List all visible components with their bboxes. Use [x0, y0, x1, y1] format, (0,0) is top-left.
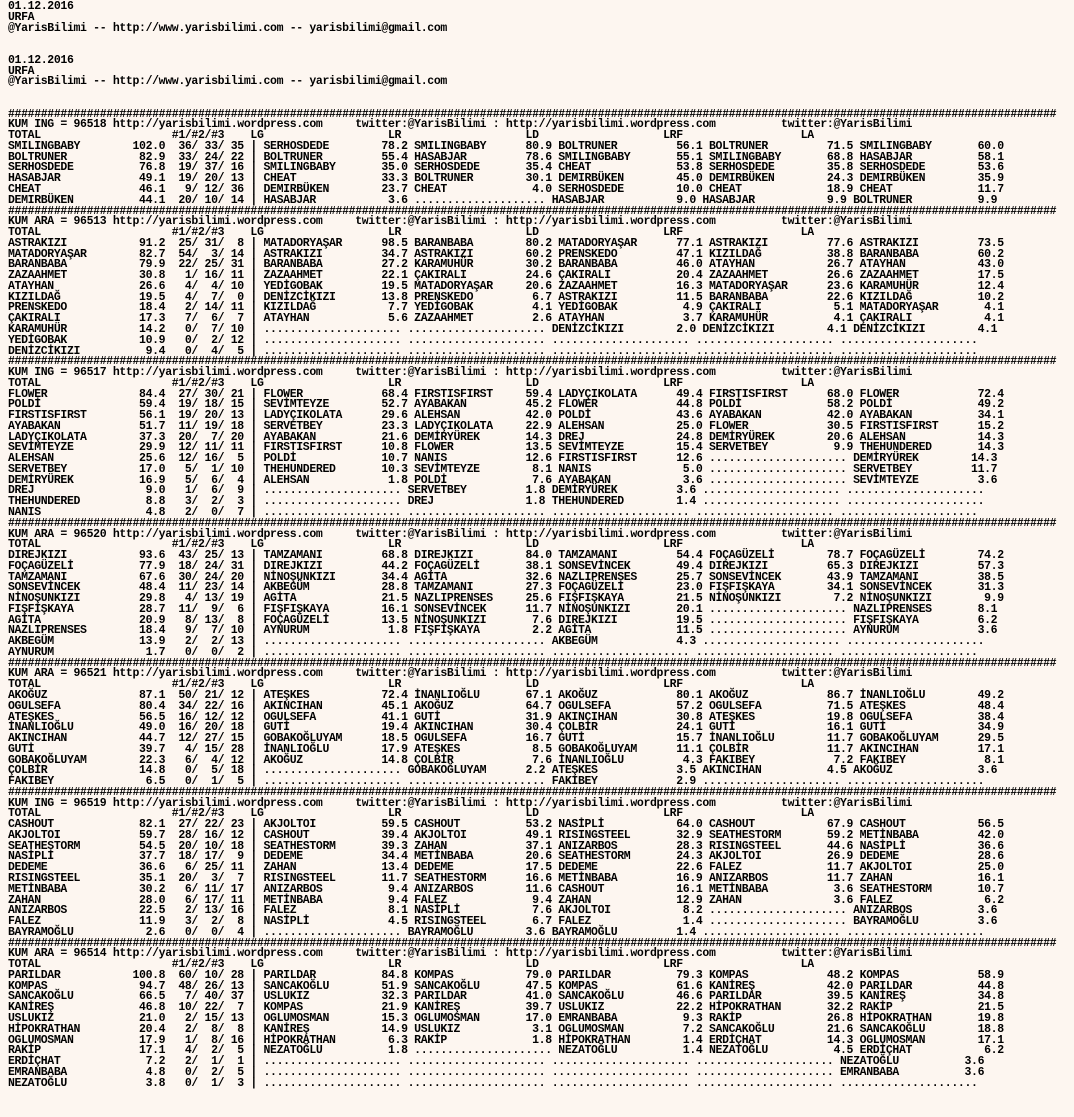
header-line: URFA — [8, 10, 35, 24]
horse-row: AKBEGÜM 13.9 2/ 2/ 13 | ..................... ..................... AKBEGÜM 4.3 ..................... ..................... — [8, 635, 985, 649]
horse-row: DREJ 9.0 1/ 6/ 9 | ..................... SERVETBEY 1.8 DEMİRYÜREK 3.6 ..................... ..................... — [8, 484, 985, 498]
horse-row: METİNBABA 30.2 6/ 11/ 17 | ANIZARBOS 9.4 ANIZARBOS 11.6 CASHOUT 16.1 METİNBABA 3.6 SEATHESTORM 10.7 — [8, 882, 1004, 896]
horse-row: NANIS 4.8 2/ 0/ 7 | ..................... ..................... ..................... ..................... ..................... — [8, 505, 978, 519]
separator-line: ################################################################################################################################################################ — [8, 516, 1057, 530]
horse-row: KOMPAS 94.7 48/ 26/ 13 | SANCAKOĞLU 51.9 SANCAKOĞLU 47.5 KOMPAS 61.6 KANİREŞ 42.0 PARILDAR 44.8 — [8, 979, 1004, 993]
header-line — [8, 88, 1074, 99]
horse-row: FOÇAGÜZELİ 77.9 18/ 24/ 31 | DIREJKIZI 44.2 FOÇAGÜZELİ 38.1 SONSEVİNCEK 49.4 DIREJKIZI 65.3 DIREJKIZI 57.3 — [8, 559, 1004, 573]
horse-row: EMRANBABA 4.8 0/ 2/ 5 | ..................... ..................... ..................... ..................... EMRANBABA 3.6 — [8, 1065, 985, 1079]
horse-row: SERVETBEY 17.0 5/ 1/ 10 | THEHUNDERED 10.3 SEVİMTEYZE 8.1 NANIS 5.0 ..................... SERVETBEY 11.7 — [8, 462, 998, 476]
horse-row: AKOĞUZ 87.1 50/ 21/ 12 | ATEŞKES 72.4 İNANLIOĞLU 67.1 AKOĞUZ 80.1 AKOĞUZ 86.7 İNANLIOĞLU 49.2 — [8, 689, 1004, 702]
horse-row: ZAHAN 28.0 6/ 17/ 11 | METİNBABA 9.4 FALEZ 9.4 ZAHAN 12.9 ZAHAN 3.6 FALEZ 6.2 — [8, 893, 1004, 907]
horse-row: GOBAKOĞLUYAM 22.3 6/ 4/ 12 | AKOĞUZ 14.8 ÇOLBİR 7.6 İNANLIOĞLU 4.3 FAKIBEY 7.2 FAKIBEY 8.1 — [8, 753, 1004, 767]
horse-row: SONSEVİNCEK 48.4 11/ 23/ 14 | AKBEGÜM 28.8 TAMZAMANI 27.3 FOÇAGÜZELİ 23.0 FIŞFIŞKAYA 34.1 SONSEVİNCEK 31.3 — [8, 581, 1004, 595]
horse-row: PRENSKEDO 18.4 2/ 14/ 11 | KIZILDAĞ 7.7 YEDİGOBAK 4.1 YEDİGOBAK 4.9 ÇAKIRALI 5.1 MATADORYAŞAR 4.1 — [8, 301, 1004, 315]
horse-row: PARILDAR 100.8 60/ 10/ 28 | PARILDAR 84.8 KOMPAS 79.0 PARILDAR 79.3 KOMPAS 48.2 KOMPAS 58.9 — [8, 968, 1004, 982]
horse-row: YEDİGOBAK 10.9 0/ 2/ 12 | ..................... ..................... ..................... ..................... ..................... — [8, 333, 978, 347]
horse-row: DEMİRYÜREK 16.9 5/ 6/ 4 | ALEHSAN 1.8 POLDİ 7.6 AYABAKAN 3.6 ..................... SEVİMTEYZE 3.6 — [8, 473, 998, 487]
horse-row: CHEAT 46.1 9/ 12/ 36 | DEMIRBÜKEN 23.7 CHEAT 4.0 SERHOSDEDE 10.0 CHEAT 18.9 CHEAT 11.7 — [8, 183, 1004, 197]
column-header-line: TOTAL #1/#2/#3 LG LR LD LRF LA — [8, 678, 814, 692]
separator-line: ################################################################################################################################################################ — [8, 355, 1057, 369]
horse-row: AKJOLTOI 59.7 28/ 16/ 12 | CASHOUT 39.4 AKJOLTOI 49.1 RISINGSTEEL 32.9 SEATHESTORM 59.2 METİNBABA 42.0 — [8, 828, 1004, 842]
horse-row: FALEZ 11.9 3/ 2/ 8 | NASİPLİ 4.5 RISINGSTEEL 6.7 FALEZ 1.4 ..................... BAYRAMOĞLU 3.6 — [8, 915, 998, 929]
horse-row: CASHOUT 82.1 27/ 22/ 23 | AKJOLTOI 59.5 CASHOUT 53.2 NASİPLİ 64.0 CASHOUT 67.9 CASHOUT 56.5 — [8, 818, 1004, 832]
race-title-line: KUM ARA = 96521 http://yarisbilimi.wordpress.com twitter:@YarisBilimi : http://yarisbilimi.wordpress.com twitter:@YarisBilimi — [8, 667, 913, 681]
column-header-line: TOTAL #1/#2/#3 LG LR LD LRF LA — [8, 807, 814, 821]
horse-row: USLUKIZ 21.0 2/ 15/ 13 | OGLUMOSMAN 15.3 OGLUMOSMAN 17.0 EMRANBABA 9.3 RAKİP 26.8 HİPOKRATHAN 19.8 — [8, 1011, 1004, 1025]
horse-row: OGLUMOSMAN 17.9 1/ 8/ 16 | HİPOKRATHAN 6.3 RAKİP 1.8 HİPOKRATHAN 1.4 ERDİÇHAT 14.3 OGLUMOSMAN 17.1 — [8, 1033, 1004, 1047]
race-title-line: KUM ARA = 96520 http://yarisbilimi.wordpress.com twitter:@YarisBilimi : http://yarisbilimi.wordpress.com twitter:@YarisBilimi — [8, 527, 913, 541]
horse-row: ERDİÇHAT 7.2 2/ 1/ 1 | ..................... ..................... ..................... ..................... NEZATOĞLU 3.6 — [8, 1055, 985, 1069]
header-line: 01.12.2016 — [8, 0, 74, 13]
horse-row: ATAYHAN 26.6 4/ 4/ 10 | YEDİGOBAK 19.5 MATADORYAŞAR 20.6 ZAZAAHMET 16.3 MATADORYAŞAR 23.6 KARAMUHÜR 12.4 — [8, 279, 1004, 293]
horse-row: RAKİP 17.1 4/ 2/ 5 | NEZATOĞLU 1.8 ..................... NEZATOĞLU 1.4 NEZATOĞLU 4.5 ERDİÇHAT 6.2 — [8, 1044, 1004, 1058]
column-header-line: TOTAL #1/#2/#3 LG LR LD LRF LA — [8, 226, 814, 240]
horse-row: SERHOSDEDE 76.8 19/ 37/ 16 | SMILINGBABY 35.0 SERHOSDEDE 35.4 CHEAT 53.8 SERHOSDEDE 35.8 SERHOSDEDE 53.6 — [8, 161, 1004, 175]
column-header-line: TOTAL #1/#2/#3 LG LR LD LRF LA — [8, 538, 814, 552]
column-header-line: TOTAL #1/#2/#3 LG LR LD LRF LA — [8, 129, 814, 143]
horse-row: RISINGSTEEL 35.1 20/ 3/ 7 | RISINGSTEEL 11.7 SEATHESTORM 16.6 METİNBABA 16.9 ANIZARBOS 11.7 ZAHAN 16.1 — [8, 872, 1004, 886]
horse-row: ALEHSAN 25.6 12/ 16/ 5 | POLDİ 10.7 NANIS 12.6 FIRSTISFIRST 12.6 ..................... DEMİRYÜREK 14.3 — [8, 452, 998, 466]
header-line: URFA — [8, 64, 35, 78]
horse-row: SANCAKOĞLU 66.5 7/ 40/ 37 | USLUKIZ 32.3 PARILDAR 41.0 SANCAKOĞLU 46.6 PARILDAR 39.5 KANİREŞ 34.8 — [8, 990, 1004, 1004]
horse-row: KANİREŞ 46.8 10/ 22/ 7 | KOMPAS 21.9 KANİREŞ 39.7 USLUKIZ 22.2 HİPOKRATHAN 32.2 RAKİP 21.5 — [8, 1001, 1004, 1015]
horse-row: ÇOLBİR 14.8 0/ 5/ 18 | ..................... GOBAKOĞLUYAM 2.2 ATEŞKES 3.5 AKINCIHAN 4.5 AKOĞUZ 3.6 — [8, 764, 998, 778]
horse-row: DEMIRBÜKEN 44.1 20/ 10/ 14 | HASABJAR 3.6 .................... HASABJAR 9.0 HASABJAR 9.9 BOLTRUNER 9.9 — [8, 193, 998, 207]
separator-line: ################################################################################################################################################################ — [8, 656, 1057, 670]
header-line: 01.12.2016 — [8, 53, 74, 67]
horse-row: DENİZCİKIZI 9.4 0/ 4/ 5 | ..................... ..................... ..................... ..................... ..................... — [8, 344, 978, 358]
horse-row: ATEŞKES 56.5 16/ 12/ 12 | OGULSEFA 41.1 GUTİ 31.9 AKINCIHAN 30.8 ATEŞKES 19.8 OGULSEFA 38.4 — [8, 710, 1004, 724]
horse-row: NEZATOĞLU 3.8 0/ 1/ 3 | ..................... ..................... ..................... ..................... ..................... — [8, 1076, 978, 1090]
horse-row: KIZILDAĞ 19.5 4/ 7/ 0 | DENİZCİKIZI 13.8 PRENSKEDO 6.7 ASTRAKIZI 11.5 BARANBABA 22.6 KIZILDAĞ 10.2 — [8, 290, 1004, 304]
horse-row: AGİTA 20.9 8/ 13/ 8 | FOÇAGÜZELİ 13.5 NİNOŞUNKIZI 7.6 DIREJKIZI 19.5 ..................... FIŞFIŞKAYA 6.2 — [8, 613, 998, 627]
horse-row: HASABJAR 49.1 19/ 20/ 13 | CHEAT 33.3 BOLTRUNER 30.1 DEMIRBÜKEN 45.0 DEMIRBÜKEN 24.3 DEMIRBÜKEN 35.9 — [8, 172, 1004, 186]
horse-row: GUTİ 39.7 4/ 15/ 28 | İNANLIOĞLU 17.9 ATEŞKES 8.5 GOBAKOĞLUYAM 11.1 ÇOLBİR 11.7 AKINCIHAN 17.1 — [8, 742, 1004, 756]
horse-row: BARANBABA 79.9 22/ 25/ 31 | BARANBABA 27.2 KARAMUHÜR 30.2 BARANBABA 46.0 ATAYHAN 26.7 ATAYHAN 43.0 — [8, 258, 1004, 272]
horse-row: TAMZAMANI 67.6 30/ 24/ 20 | NİNOŞUNKIZI 34.4 AGİTA 32.6 NAZLIPRENSES 25.7 SONSEVİNCEK 43.9 TAMZAMANI 38.5 — [8, 570, 1004, 584]
race-title-line: KUM ARA = 96513 http://yarisbilimi.wordpress.com twitter:@YarisBilimi : http://yarisbilimi.wordpress.com twitter:@YarisBilimi — [8, 215, 913, 229]
header-line: @YarisBilimi -- http://www.yarisbilimi.com -- yarisbilimi@gmail.com — [8, 21, 447, 35]
column-header-line: TOTAL #1/#2/#3 LG LR LD LRF LA — [8, 958, 814, 972]
horse-row: BAYRAMOĞLU 2.6 0/ 0/ 4 | ..................... BAYRAMOĞLU 3.6 BAYRAMOĞLU 1.4 ..................... ..................... — [8, 925, 985, 939]
horse-row: THEHUNDERED 8.8 3/ 2/ 3 | ..................... DREJ 1.8 THEHUNDERED 1.4 ..................... ..................... — [8, 495, 985, 509]
separator-line: ################################################################################################################################################################ — [8, 107, 1057, 121]
horse-row: FAKIBEY 6.5 0/ 1/ 5 | ..................... ..................... FAKIBEY 2.9 ..................... ..................... — [8, 775, 985, 789]
horse-row: BOLTRUNER 82.9 33/ 24/ 22 | BOLTRUNER 55.4 HASABJAR 78.6 SMILINGBABY 55.1 SMILINGBABY 68.8 HASABJAR 58.1 — [8, 150, 1004, 164]
horse-row: AYNURUM 1.7 0/ 0/ 2 | ..................... ..................... ..................... ..................... ..................... — [8, 645, 978, 659]
horse-row: ÇAKIRALI 17.3 7/ 6/ 7 | ATAYHAN 5.6 ZAZAAHMET 2.6 ATAYHAN 3.7 KARAMUHÜR 4.1 ÇAKIRALI 4.1 — [8, 312, 1004, 326]
separator-line: ################################################################################################################################################################ — [8, 785, 1057, 799]
horse-row: MATADORYAŞAR 82.7 54/ 3/ 14 | ASTRAKIZI 34.7 ASTRAKIZI 60.2 PRENSKEDO 47.1 KIZILDAĞ 38.8 BARANBABA 60.2 — [8, 247, 1004, 261]
separator-line: ################################################################################################################################################################ — [8, 936, 1057, 950]
header-line — [8, 34, 1074, 45]
horse-row: SEVİMTEYZE 29.9 12/ 11/ 11 | FIRSTISFIRST 10.8 FLOWER 13.5 SEVİMTEYZE 15.4 SERVETBEY 9.9 THEHUNDERED 14.3 — [8, 441, 1004, 455]
horse-row: İNANLIOĞLU 49.0 16/ 20/ 18 | GUTİ 19.4 AKINCIHAN 30.4 ÇOLBİR 24.1 GUTİ 16.1 GUTİ 34.9 — [8, 721, 1004, 735]
horse-row: DEDEME 36.6 6/ 25/ 11 | ZAHAN 13.4 DEDEME 17.5 DEDEME 22.6 FALEZ 11.7 AKJOLTOI 25.0 — [8, 861, 1004, 875]
horse-row: ZAZAAHMET 30.8 1/ 16/ 11 | ZAZAAHMET 22.1 ÇAKIRALI 24.6 ÇAKIRALI 20.4 ZAZAAHMET 26.6 ZAZAAHMET 17.5 — [8, 269, 1004, 283]
race-title-line: KUM ING = 96518 http://yarisbilimi.wordpress.com twitter:@YarisBilimi : http://yarisbilimi.wordpress.com twitter:@YarisBilimi — [8, 118, 913, 132]
horse-row: DIREJKIZI 93.6 43/ 25/ 13 | TAMZAMANI 68.8 DIREJKIZI 84.0 TAMZAMANI 54.4 FOÇAGÜZELİ 78.7 FOÇAGÜZELİ 74.2 — [8, 549, 1004, 563]
race-title-line: KUM ARA = 96514 http://yarisbilimi.wordpress.com twitter:@YarisBilimi : http://yarisbilimi.wordpress.com twitter:@YarisBilimi — [8, 947, 913, 961]
horse-row: ANIZARBOS 22.5 2/ 13/ 16 | FALEZ 8.1 NASİPLİ 7.6 AKJOLTOI 8.2 ..................... ANIZARBOS 3.6 — [8, 904, 998, 918]
horse-row: FIRSTISFIRST 56.1 19/ 20/ 13 | LADYÇIKOLATA 29.6 ALEHSAN 42.0 POLDİ 43.6 AYABAKAN 42.0 AYABAKAN 34.1 — [8, 409, 1004, 423]
horse-row: SMILINGBABY 102.0 36/ 33/ 35 | SERHOSDEDE 78.2 SMILINGBABY 80.9 BOLTRUNER 56.1 BOLTRUNER 71.5 SMILINGBABY 60.0 — [8, 139, 1004, 153]
horse-row: FIŞFIŞKAYA 28.7 11/ 9/ 6 | FIŞFIŞKAYA 16.1 SONSEVİNCEK 11.7 NİNOŞUNKIZI 20.1 ..................... NAZLIPRENSES 8.1 — [8, 602, 998, 616]
horse-row: AKINCIHAN 44.7 12/ 27/ 15 | GOBAKOĞLUYAM 18.5 OGULSEFA 16.7 GUTİ 15.7 İNANLIOĞLU 11.7 GOBAKOĞLUYAM 29.5 — [8, 732, 1004, 746]
horse-row: OGULSEFA 80.4 34/ 22/ 16 | AKINCIHAN 45.1 AKOĞUZ 64.7 OGULSEFA 57.2 OGULSEFA 71.5 ATEŞKES 48.4 — [8, 699, 1004, 713]
horse-row: NİNOŞUNKIZI 29.8 4/ 13/ 19 | AGİTA 21.5 NAZLIPRENSES 25.6 FIŞFIŞKAYA 21.5 NİNOŞUNKIZI 7.2 NİNOŞUNKIZI 9.9 — [8, 592, 1004, 606]
horse-row: NASİPLİ 37.7 18/ 17/ 9 | DEDEME 34.4 METİNBABA 20.6 SEATHESTORM 24.3 AKJOLTOI 26.9 DEDEME 28.6 — [8, 850, 1004, 864]
separator-line: ################################################################################################################################################################ — [8, 204, 1057, 218]
horse-row: NAZLIPRENSES 18.4 9/ 7/ 10 | AYNURUM 1.8 FIŞFIŞKAYA 2.2 AGİTA 11.5 ..................... AYNURUM 3.6 — [8, 624, 998, 638]
horse-row: KARAMUHÜR 14.2 0/ 7/ 10 | ..................... ..................... DENİZCİKIZI 2.0 DENİZCİKIZI 4.1 DENİZCİKIZI 4.1 — [8, 322, 998, 336]
horse-row: LADYÇIKOLATA 37.3 20/ 7/ 20 | AYABAKAN 21.6 DEMİRYÜREK 14.3 DREJ 24.8 DEMİRYÜREK 20.6 ALEHSAN 14.3 — [8, 430, 1004, 444]
header-line: @YarisBilimi -- http://www.yarisbilimi.com -- yarisbilimi@gmail.com — [8, 75, 447, 89]
horse-row: HİPOKRATHAN 20.4 2/ 8/ 8 | KANİREŞ 14.9 USLUKIZ 3.1 OGLUMOSMAN 7.2 SANCAKOĞLU 21.6 SANCAKOĞLU 18.8 — [8, 1022, 1004, 1036]
race-title-line: KUM ING = 96517 http://yarisbilimi.wordpress.com twitter:@YarisBilimi : http://yarisbilimi.wordpress.com twitter:@YarisBilimi — [8, 366, 913, 380]
column-header-line: TOTAL #1/#2/#3 LG LR LD LRF LA — [8, 376, 814, 390]
horse-row: AYABAKAN 51.7 11/ 19/ 18 | SERVETBEY 23.3 LADYÇIKOLATA 22.9 ALEHSAN 25.0 FLOWER 30.5 FIRSTISFIRST 15.2 — [8, 419, 1004, 433]
header-line — [8, 45, 1074, 56]
race-title-line: KUM ING = 96519 http://yarisbilimi.wordpress.com twitter:@YarisBilimi : http://yarisbilimi.wordpress.com twitter:@YarisBilimi — [8, 796, 913, 810]
horse-row: POLDİ 59.4 19/ 18/ 15 | SEVİMTEYZE 52.7 AYABAKAN 45.2 FLOWER 44.8 POLDİ 58.2 POLDİ 49.2 — [8, 398, 1004, 412]
horse-row: ASTRAKIZI 91.2 25/ 31/ 8 | MATADORYAŞAR 98.5 BARANBABA 80.2 MATADORYAŞAR 77.1 ASTRAKIZI 77.6 ASTRAKIZI 73.5 — [8, 236, 1004, 250]
horse-row: SEATHESTORM 54.5 20/ 10/ 18 | SEATHESTORM 39.3 ZAHAN 37.1 ANIZARBOS 28.3 RISINGSTEEL 44.6 NASİPLİ 36.6 — [8, 839, 1004, 853]
horse-row: FLOWER 84.4 27/ 30/ 21 | FLOWER 68.4 FIRSTISFIRST 59.4 LADYÇIKOLATA 49.4 FIRSTISFIRST 68.0 FLOWER 72.4 — [8, 387, 1004, 401]
